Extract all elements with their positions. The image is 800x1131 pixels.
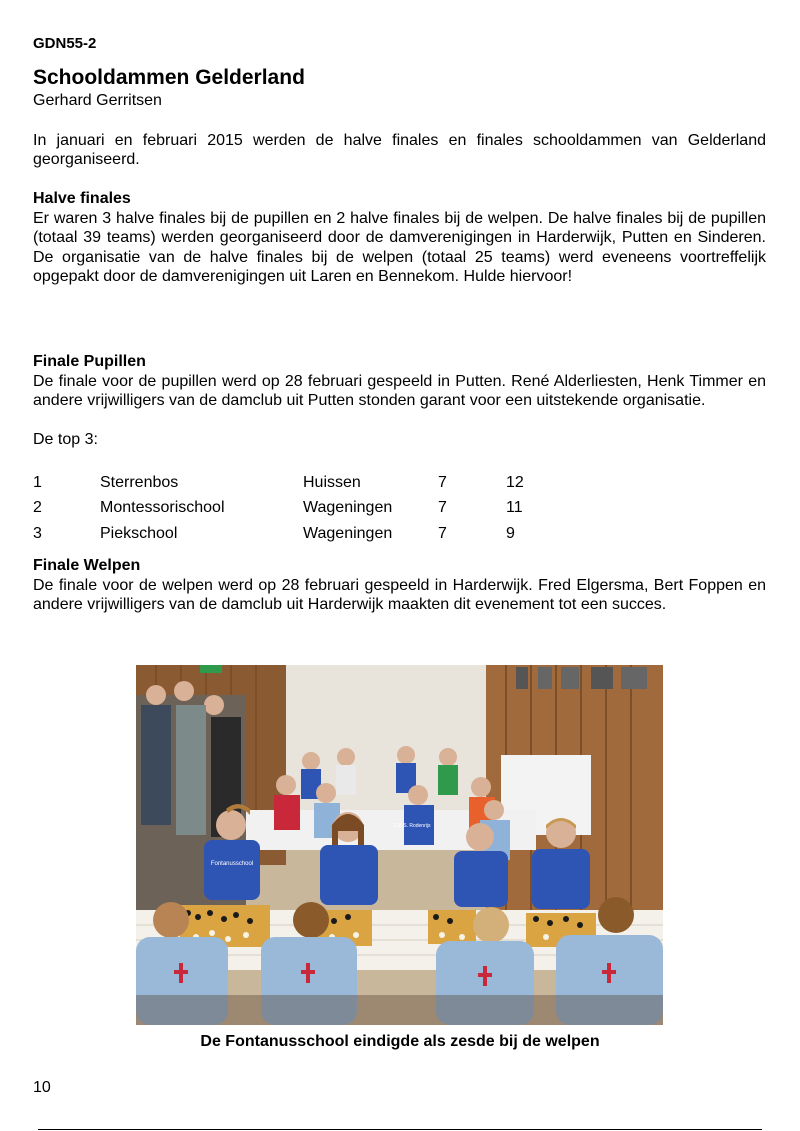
rank-cell: 1 xyxy=(33,473,42,491)
rank-cell: 3 xyxy=(33,524,42,542)
finale-pupillen-paragraph: De finale voor de pupillen werd op 28 februari gespeeld in Putten. René Alderliesten, Henk Timmer en andere vrijwilligers van de damclub uit Putten stonden garant voor een uitstekende organisatie. xyxy=(33,372,766,409)
heading-finale-welpen: Finale Welpen xyxy=(33,557,141,574)
heading-halve-finales: Halve finales xyxy=(33,190,131,207)
photo-caption: De Fontanusschool eindigde als zesde bij de welpen xyxy=(200,1033,600,1050)
played-cell: 7 xyxy=(438,499,447,516)
draughts-photo xyxy=(136,665,663,1025)
article-author: Gerhard Gerritsen xyxy=(33,92,162,109)
played-cell: 7 xyxy=(438,473,447,491)
shirt-text: C.B.S. Rodenrijs xyxy=(393,823,431,829)
halve-finales-paragraph: Er waren 3 halve finales bij de pupillen en 2 halve finales bij de welpen. De halve finales bij de pupillen (totaal 39 teams) werden georganiseerd door de damverenigingen in Harderwijk, Putten en Sinderen. De organisatie van de halve finales bij de welpen (totaal 25 teams) werd eveneens voortreffelijk opgepakt door de damverenigingen uit Laren en Bennekom. Hulde hiervoor! xyxy=(33,209,766,285)
rank-cell: 2 xyxy=(33,499,42,516)
school-cell: Sterrenbos xyxy=(100,473,179,491)
page-number: 10 xyxy=(33,1079,51,1096)
document-code: GDN55-2 xyxy=(33,35,97,52)
article-title: Schooldammen Gelderland xyxy=(33,66,305,89)
page-body xyxy=(33,33,766,615)
points-cell: 9 xyxy=(506,524,515,542)
shirt-text: Fontanusschool xyxy=(210,861,254,867)
table-row xyxy=(33,521,566,547)
school-cell: Montessorischool xyxy=(100,499,225,516)
intro-paragraph: In januari en februari 2015 werden de halve finales en finales schooldammen van Gelderland georganiseerd. xyxy=(33,131,766,168)
place-cell: Wageningen xyxy=(303,524,393,542)
played-cell: 7 xyxy=(438,524,447,542)
footer-rule xyxy=(38,1129,762,1130)
points-cell: 12 xyxy=(506,473,524,491)
points-cell: 11 xyxy=(506,499,523,516)
school-cell: Piekschool xyxy=(100,524,178,542)
place-cell: Wageningen xyxy=(303,499,393,516)
finale-welpen-paragraph: De finale voor de welpen werd op 28 februari gespeeld in Harderwijk. Fred Elgersma, Bert Foppen en andere vrijwilligers van de damclub uit Harderwijk maakten dit evenement tot een succes. xyxy=(33,576,766,613)
heading-finale-pupillen: Finale Pupillen xyxy=(33,353,146,370)
table-row xyxy=(33,470,566,496)
place-cell: Huissen xyxy=(303,473,361,491)
top3-table xyxy=(33,470,566,547)
top3-label: De top 3: xyxy=(33,431,98,448)
table-row xyxy=(33,495,566,521)
